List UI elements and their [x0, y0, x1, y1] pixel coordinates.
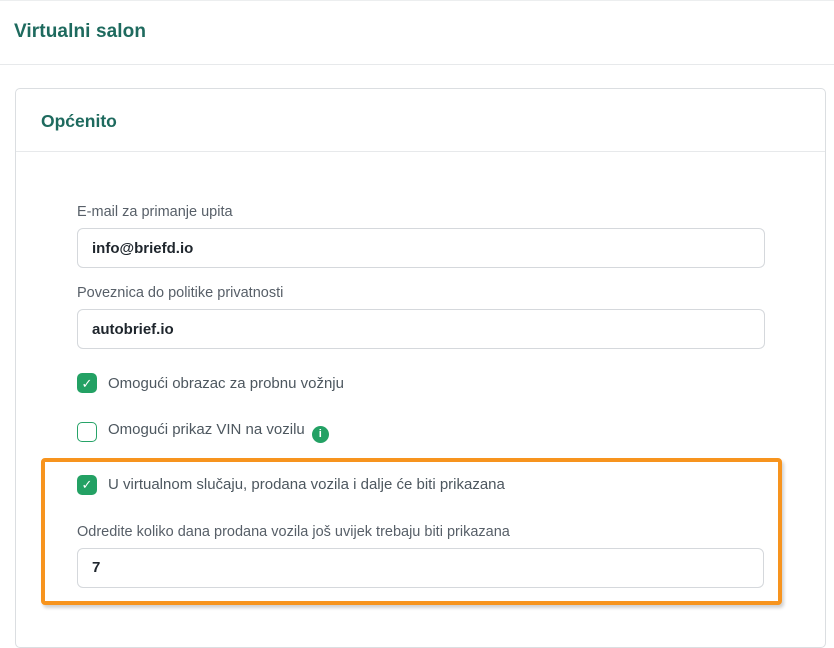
privacy-link-field-group	[77, 285, 765, 349]
privacy-link-field-label: Poveznica do politike privatnosti	[77, 285, 284, 301]
card-body	[16, 152, 825, 635]
check-icon: ✓	[81, 375, 93, 391]
vin-checkbox-label: Omogući prikaz VIN na vozilu i	[108, 421, 329, 443]
sold-vehicles-checkbox[interactable]	[77, 475, 97, 495]
sold-vehicles-checkbox-row	[77, 475, 764, 495]
page-header	[0, 1, 834, 65]
page-title: Virtualni salon	[14, 21, 147, 42]
test-drive-checkbox[interactable]	[77, 373, 97, 393]
email-field-group	[77, 204, 765, 268]
email-input[interactable]	[77, 228, 765, 268]
email-field-label: E-mail za primanje upita	[77, 204, 233, 220]
vin-checkbox-row	[77, 421, 765, 443]
days-shown-field-group	[77, 524, 764, 588]
general-settings-card	[15, 88, 826, 648]
privacy-link-input[interactable]	[77, 309, 765, 349]
days-shown-field-label: Odredite koliko dana prodana vozila još uvijek trebaju biti prikazana	[77, 523, 510, 540]
card-header	[16, 89, 825, 152]
info-icon[interactable]: i	[312, 426, 329, 443]
highlighted-settings-box	[41, 458, 782, 605]
check-icon: ✓	[81, 477, 93, 492]
section-heading: Općenito	[41, 111, 117, 131]
test-drive-checkbox-row	[77, 373, 765, 393]
days-shown-input[interactable]	[77, 548, 764, 588]
sold-vehicles-checkbox-label: U virtualnom slučaju, prodana vozila i dalje će biti prikazana	[108, 476, 505, 493]
test-drive-checkbox-label: Omogući obrazac za probnu vožnju	[108, 374, 344, 392]
vin-checkbox[interactable]	[77, 422, 97, 442]
